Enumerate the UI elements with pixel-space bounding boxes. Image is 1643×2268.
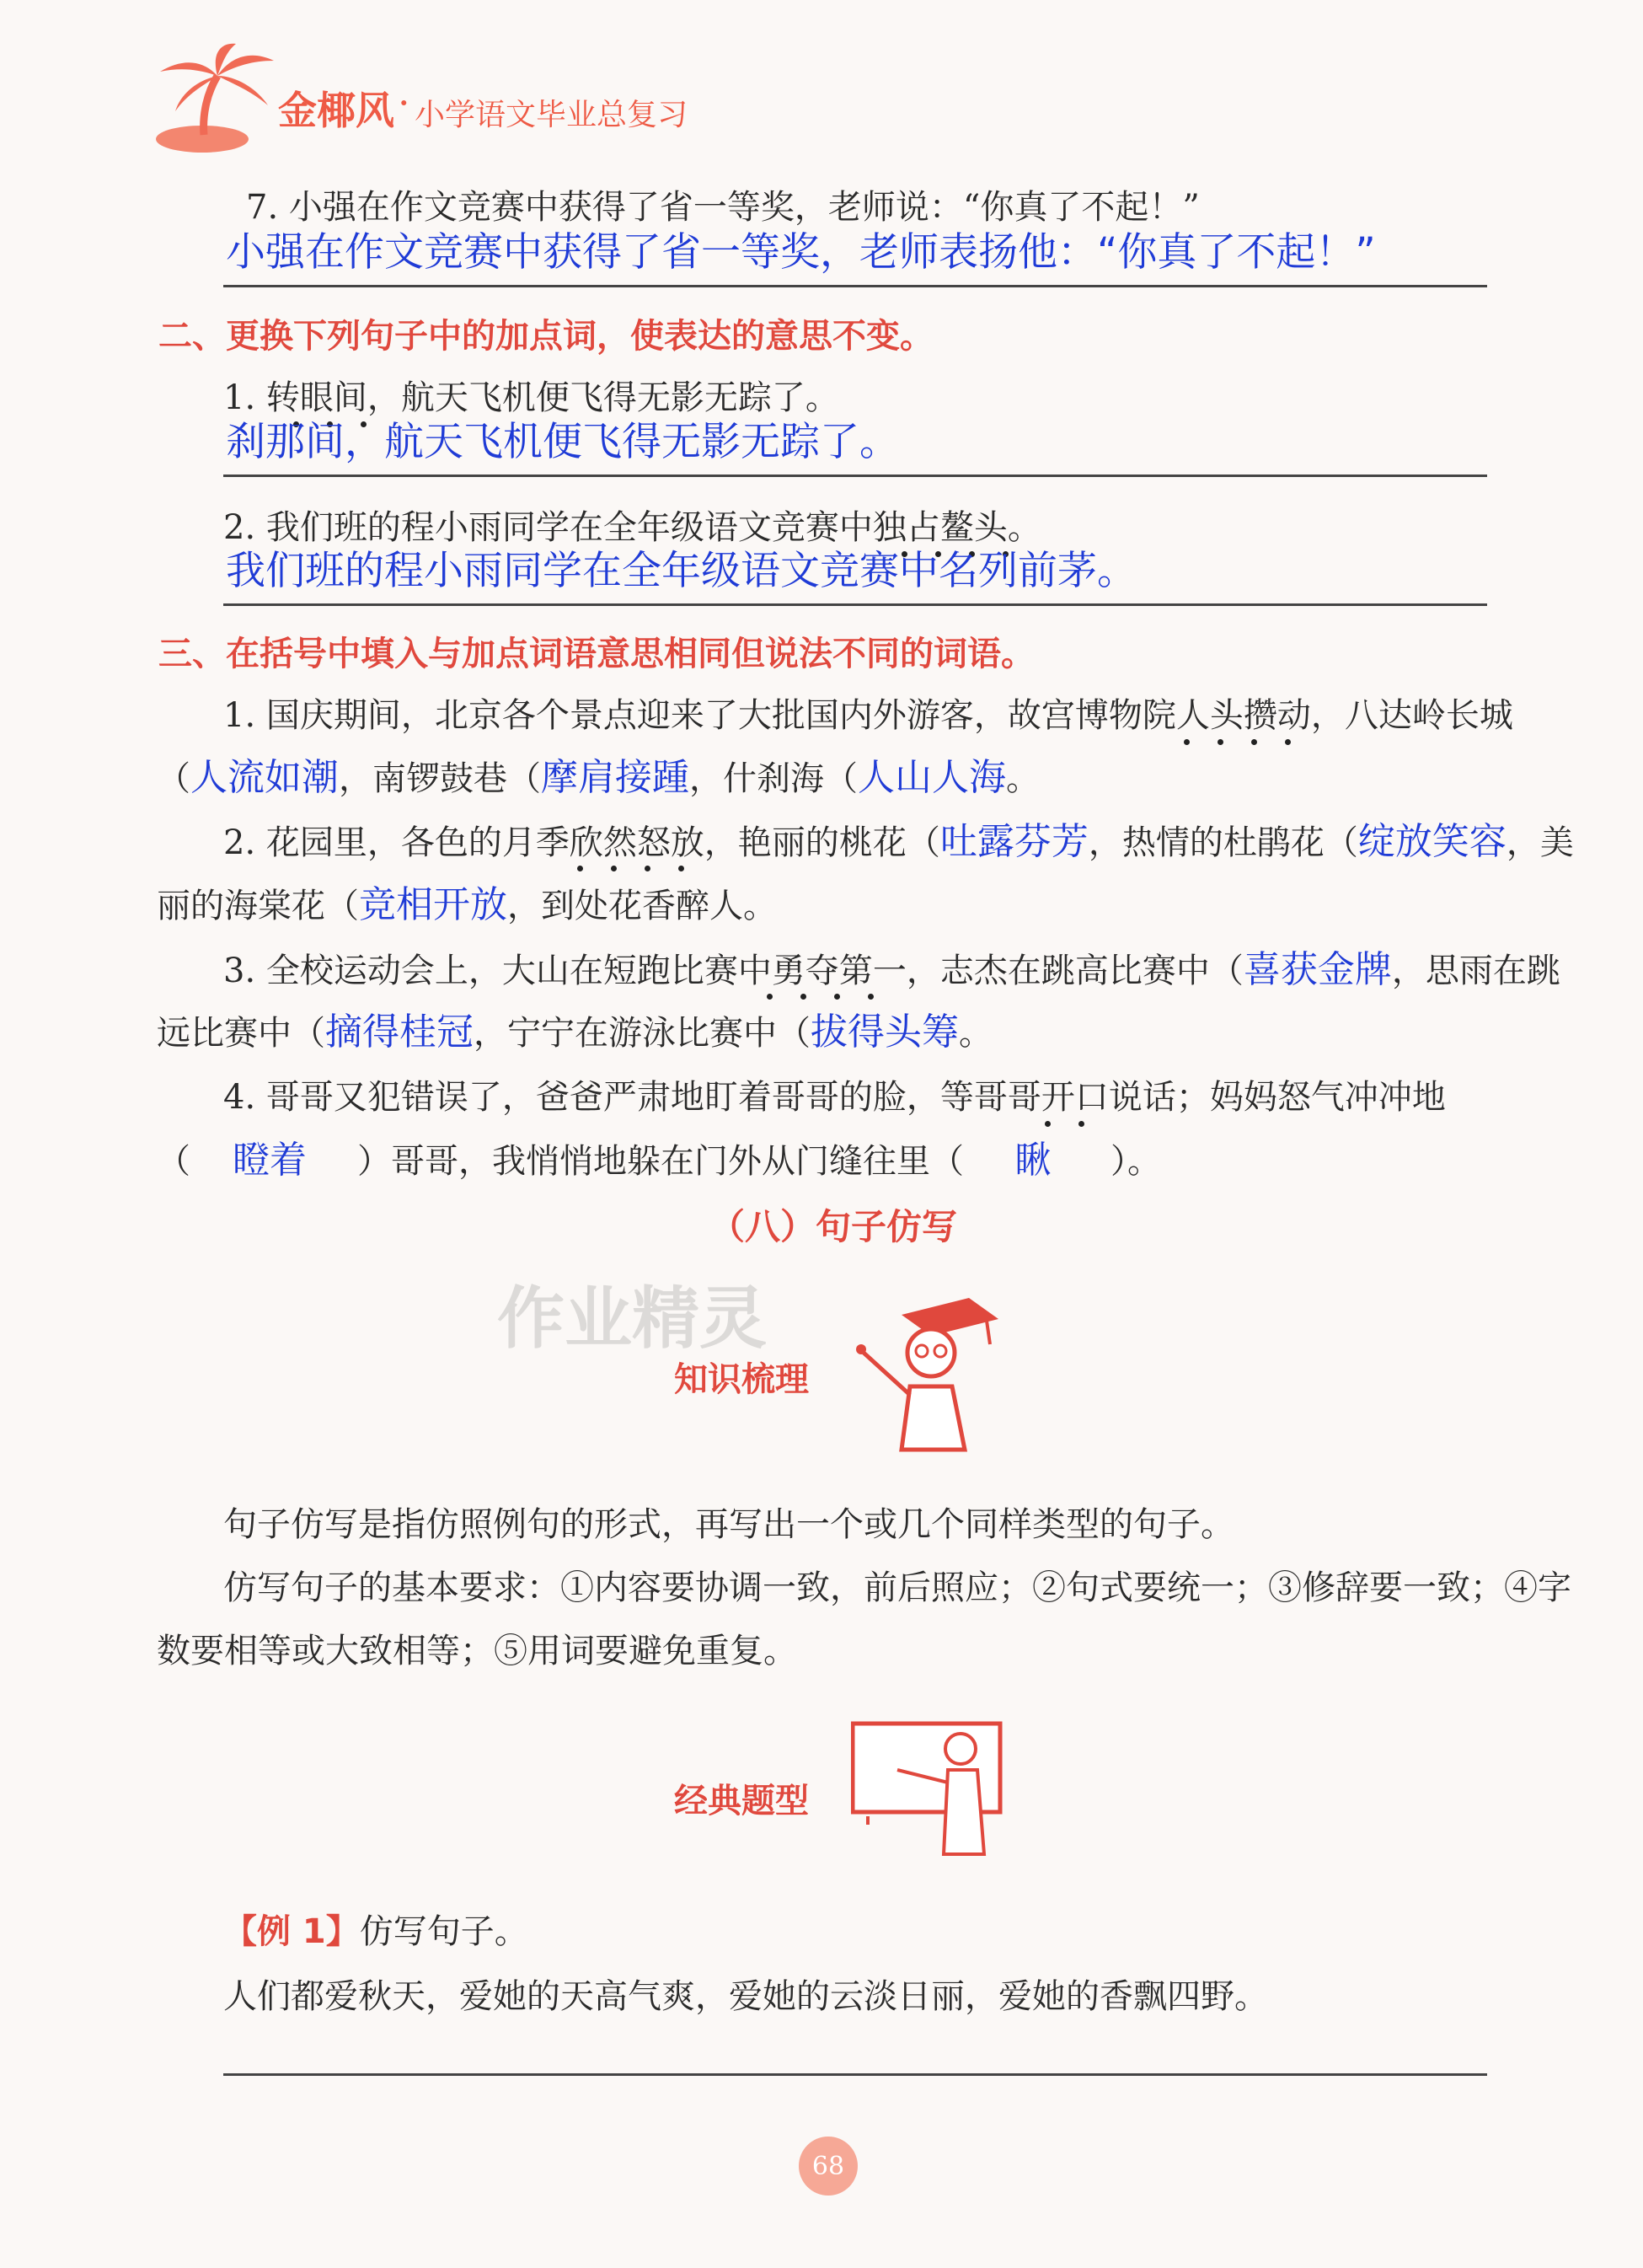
unit-title: （八）句子仿写 xyxy=(709,1206,958,1247)
text: ，到处花香醉人。 xyxy=(507,887,777,925)
fill-answer: 摩肩接踵 xyxy=(541,756,689,799)
emphasis-dot xyxy=(645,866,650,871)
text: ，美 xyxy=(1506,823,1574,862)
s2-item2-answer: 我们班的程小雨同学在全年级语文竞赛中名列前茅。 xyxy=(226,548,1137,594)
s2-item1-answer: 刹那间，航天飞机便飞得无影无踪了。 xyxy=(226,419,899,465)
s3-p3-line1 xyxy=(223,950,1560,991)
example-line xyxy=(223,1911,528,1952)
answer-line xyxy=(223,475,1487,477)
text: 丽的海棠花（ xyxy=(157,887,359,925)
page-number: 68 xyxy=(811,2151,845,2181)
fill-answer: 喜获金牌 xyxy=(1243,948,1392,991)
s2-item2-question: 2. 我们班的程小雨同学在全年级语文竞赛中独占鳌头。 xyxy=(223,508,1041,547)
emphasis-dot xyxy=(1251,739,1257,745)
example-sentence: 人们都爱秋天，爱她的天高气爽，爱她的云淡日丽，爱她的香飘四野。 xyxy=(223,1977,1268,2016)
s3-p1-line2: （人流如潮，南锣鼓巷（摩肩接踵，什刹海（人山人海。 xyxy=(157,756,1040,799)
fill-answer: 瞅 xyxy=(1014,1139,1052,1182)
example-text: 仿写句子。 xyxy=(359,1912,528,1951)
fill-answer: 竞相开放 xyxy=(359,883,507,926)
text: 。 xyxy=(1006,759,1040,798)
q7-answer: 小强在作文竞赛中获得了省一等奖，老师表扬他：“你真了不起！” xyxy=(226,229,1376,276)
fill-answer: 拔得头筹 xyxy=(811,1011,959,1054)
unit-paragraph-2b: 数要相等或大致相等；⑤用词要避免重复。 xyxy=(157,1632,797,1670)
emphasis-dot xyxy=(678,866,684,871)
emphasis-dot xyxy=(834,994,840,1000)
unit-paragraph-2a: 仿写句子的基本要求：①内容要协调一致，前后照应；②句式要统一；③修辞要一致；④字 xyxy=(223,1568,1571,1607)
text: 3. 全校运动会上，大山在短跑比赛中勇夺第一，志杰在跳高比赛中（ xyxy=(223,952,1244,990)
palm-island-logo-icon xyxy=(152,42,278,156)
classic-badge xyxy=(666,1711,1020,1863)
s2-item1-question: 1. 转眼间，航天飞机便飞得无影无踪了。 xyxy=(223,378,839,417)
text: （ xyxy=(157,1142,190,1181)
emphasis-dot xyxy=(577,866,583,871)
answer-line xyxy=(223,2073,1487,2076)
badge2-label: 经典题型 xyxy=(674,1782,809,1820)
unit-paragraph-1: 句子仿写是指仿照例句的形式，再写出一个或几个同样类型的句子。 xyxy=(223,1505,1234,1544)
fill-answer: 摘得桂冠 xyxy=(325,1011,474,1054)
fill-answer: 绽放笑容 xyxy=(1357,820,1507,863)
header-subtitle: 小学语文毕业总复习 xyxy=(415,98,688,132)
text: ）哥哥，我悄悄地躲在门外从门缝往里（ xyxy=(357,1142,964,1181)
text: 。 xyxy=(959,1014,993,1053)
brand-dot: · xyxy=(398,80,410,126)
s3-p3-line2 xyxy=(157,1012,993,1054)
text: 2. 花园里，各色的月季欣然怒放，艳丽的桃花（ xyxy=(223,823,940,862)
example-tag: 【例 1】 xyxy=(223,1912,360,1951)
s3-p1-line1: 1. 国庆期间，北京各个景点迎来了大批国内外游客，故宫博物院人头攒动，八达岭长城 xyxy=(223,696,1513,735)
emphasis-dot xyxy=(767,994,773,1000)
text: ，热情的杜鹃花（ xyxy=(1088,823,1358,862)
text: 远比赛中（ xyxy=(157,1014,325,1053)
q7-question: 7. 小强在作文竞赛中获得了省一等奖，老师说：“你真了不起！” xyxy=(246,188,1200,227)
emphasis-dot xyxy=(800,994,806,1000)
s3-p4-line2 xyxy=(157,1140,1161,1182)
emphasis-dot xyxy=(1218,739,1223,745)
fill-answer: 瞪着 xyxy=(233,1139,307,1182)
emphasis-dot xyxy=(1045,1121,1051,1127)
s3-p4-line1: 4. 哥哥又犯错误了，爸爸严肃地盯着哥哥的脸，等哥哥开口说话；妈妈怒气冲冲地 xyxy=(223,1078,1446,1117)
text: ）。 xyxy=(1110,1142,1161,1181)
emphasis-dot xyxy=(1078,1121,1084,1127)
answer-line xyxy=(223,603,1487,606)
knowledge-badge xyxy=(666,1294,1020,1454)
text: ，南锣鼓巷（ xyxy=(339,759,541,798)
text: ，思雨在跳 xyxy=(1391,952,1560,990)
emphasis-dot xyxy=(1184,739,1190,745)
s3-p2-line2 xyxy=(157,885,777,926)
header xyxy=(152,42,741,160)
fill-answer: 吐露芬芳 xyxy=(939,820,1089,863)
s3-p2-line1 xyxy=(223,822,1574,863)
emphasis-dot xyxy=(1285,739,1291,745)
fill-answer: 人流如潮 xyxy=(190,756,339,799)
emphasis-dot xyxy=(611,866,617,871)
emphasis-dot xyxy=(868,994,874,1000)
text: ，什刹海（ xyxy=(689,759,858,798)
answer-line xyxy=(223,285,1487,287)
badge1-label: 知识梳理 xyxy=(674,1360,809,1399)
section3-title: 三、在括号中填入与加点词语意思相同但说法不同的词语。 xyxy=(158,635,1035,673)
page-number-badge xyxy=(799,2137,858,2196)
brand-name: 金椰风 xyxy=(278,88,394,133)
watermark: 作业精灵 xyxy=(497,1279,767,1358)
professor-icon xyxy=(851,1294,1020,1454)
text: ，宁宁在游泳比赛中（ xyxy=(474,1014,811,1053)
teacher-icon xyxy=(851,1711,1020,1863)
section2-title: 二、更换下列句子中的加点词，使表达的意思不变。 xyxy=(158,317,934,356)
fill-answer: 人山人海 xyxy=(858,756,1006,799)
